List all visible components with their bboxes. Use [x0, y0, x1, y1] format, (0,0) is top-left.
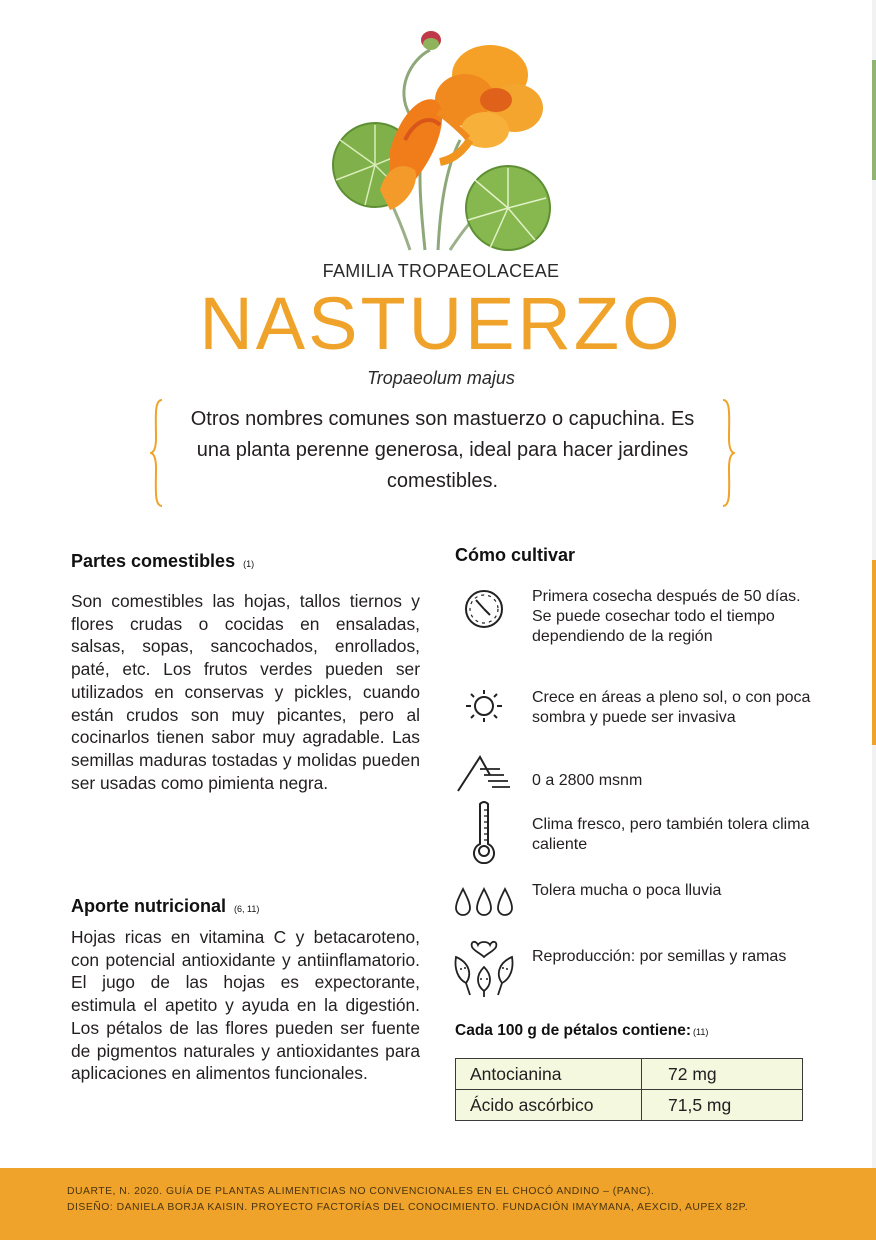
cultivar-item-text: Primera cosecha después de 50 días. Se puede cosechar todo el tiempo dependiendo de la región [532, 588, 801, 645]
nutrient-value: 71,5 mg [642, 1090, 803, 1121]
sun-icon [450, 688, 518, 724]
footer-credits: DISEÑO: DANIELA BORJA KAISIN. PROYECTO FACTORÍAS DEL CONOCIMIENTO. FUNDACIÓN IMAYMANA, AEXCID, AUPEX 82P. [67, 1202, 749, 1213]
partes-body: Son comestibles las hojas, tallos tiernos y flores crudas o cocidas en ensaladas, salsas, sopas, sancochados, enrollados, paté, etc. Los frutos verdes pueden ser utilizados en conservas y pickles, cuando están crudos son muy picantes, pero al cocinarlos tienen sabor muy agradable. Las semillas maduras tostadas y molidas pueden ser usadas como pimienta negra. [71, 591, 420, 793]
cultivar-item-text: Reproducción: por semillas y ramas [532, 948, 787, 965]
nutrient-value: 72 mg [642, 1059, 803, 1090]
partes-title: Partes comestibles [71, 551, 236, 571]
seedling-icon [450, 937, 518, 997]
aporte-ref: (6, 11) [234, 904, 260, 914]
mountain-icon [450, 751, 518, 795]
right-brace-icon [719, 398, 735, 508]
nutrient-table [455, 1058, 803, 1121]
partes-section [71, 551, 420, 572]
left-brace-icon [150, 398, 166, 508]
raindrops-icon [450, 887, 518, 919]
plant-family: FAMILIA TROPAEOLACEAE [322, 261, 560, 281]
clock-icon [450, 587, 518, 631]
page-edge-accent-orange [872, 560, 876, 745]
intro-text: Otros nombres comunes son mastuerzo o capuchina. Es una planta perenne generosa, ideal para hacer jardines comestibles. [190, 408, 695, 492]
partes-heading [71, 551, 420, 572]
table-row [456, 1059, 803, 1090]
partes-ref: (1) [243, 559, 255, 569]
page-title: NASTUERZO [199, 282, 683, 365]
cultivar-item-text: Tolera mucha o poca lluvia [532, 882, 722, 899]
table-row [456, 1090, 803, 1121]
aporte-body: Hojas ricas en vitamina C y betacaroteno, con potencial antioxidante y antiinflamatorio. El jugo de las hojas es expectorante, estimula el apetito y ayuda en la digestión. Los pétalos de las flores pueden ser fuente de pigmentos naturales y antioxidantes para aplicaciones en alimentos funcionales. [71, 927, 420, 1084]
nutrient-name: Ácido ascórbico [456, 1090, 642, 1121]
aporte-heading [71, 896, 420, 917]
cultivar-item-text: Clima fresco, pero también tolera clima caliente [532, 816, 810, 853]
cultivar-item-text: Crece en áreas a pleno sol, o con poca sombra y puede ser invasiva [532, 689, 811, 726]
footer [0, 1168, 876, 1240]
cultivar-item-text: 0 a 2800 msnm [532, 772, 643, 789]
nasturtium-illustration [320, 20, 560, 256]
scientific-name: Tropaeolum majus [367, 368, 515, 388]
intro-box [150, 398, 735, 508]
petalos-heading [455, 1022, 708, 1040]
aporte-section [71, 896, 420, 917]
petalos-ref: (11) [693, 1027, 709, 1037]
page-edge-accent-green [872, 60, 876, 180]
thermometer-icon [450, 800, 518, 864]
cultivar-heading: Cómo cultivar [455, 545, 576, 565]
aporte-body-wrap [71, 926, 420, 1085]
aporte-title: Aporte nutricional [71, 896, 227, 916]
partes-body-wrap [71, 590, 420, 794]
footer-citation: DUARTE, N. 2020. GUÍA DE PLANTAS ALIMENTICIAS NO CONVENCIONALES EN EL CHOCÓ ANDINO – (PANC). [67, 1186, 655, 1197]
nutrient-name: Antocianina [456, 1059, 642, 1090]
petalos-title: Cada 100 g de pétalos contiene: [455, 1022, 692, 1039]
